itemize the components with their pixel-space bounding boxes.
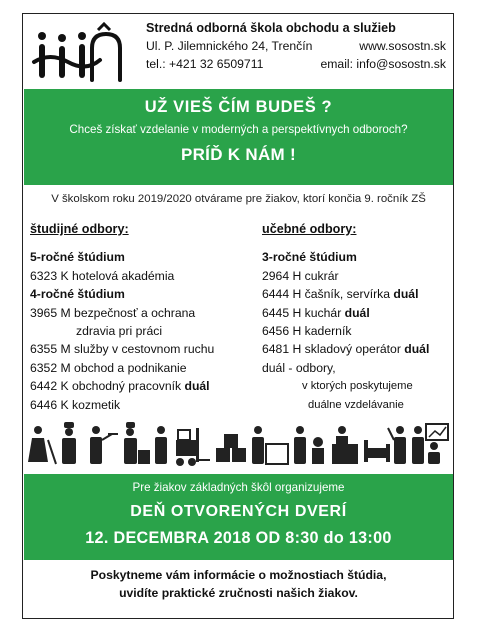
trade-heading: učebné odbory:: [262, 222, 357, 236]
dual-tag: duál: [184, 379, 210, 394]
headline: UŽ VIEŠ ČÍM BUDEŠ ?: [144, 98, 333, 116]
program-item-cont: zdravia pri práci: [76, 324, 163, 339]
dual-note: duál - odbory,: [262, 360, 336, 375]
program-text: 6444 H čašník, servírka: [262, 287, 391, 302]
chef-icon: [62, 422, 76, 464]
closing-line: uvidíte praktické zručnosti našich žiakov.: [119, 586, 358, 600]
three-year-label: 3-ročné štúdium: [262, 250, 357, 265]
dual-note: v ktorých poskytujeme: [302, 380, 413, 393]
program-item: 2964 H cukrár: [262, 268, 339, 283]
five-year-label: 5-ročné štúdium: [30, 250, 125, 265]
dual-tag: duál: [344, 305, 370, 320]
four-year-label: 4-ročné štúdium: [30, 287, 125, 302]
program-item: [262, 304, 452, 322]
open-day-title: DEŇ OTVORENÝCH DVERÍ: [130, 503, 347, 520]
businessman-icon: [412, 426, 424, 464]
open-day-date: 12. DECEMBRA 2018 OD 8:30 do 13:00: [85, 529, 392, 547]
person-icon: [155, 426, 167, 464]
program-text: 6445 H kuchár: [262, 305, 342, 320]
maid-icon: [28, 426, 56, 464]
waiter-icon: [90, 426, 118, 464]
school-logo: [30, 22, 130, 86]
intro-text: V školskom roku 2019/2020 otvárame pre žiakov, ktorí končia 9. ročník ZŠ: [51, 193, 426, 205]
school-info: [146, 19, 446, 73]
program-item: 6323 K hotelová akadémia: [30, 268, 175, 283]
headline-banner: [24, 89, 453, 185]
school-web[interactable]: www.sosostn.sk: [359, 39, 446, 53]
program-item: 6446 K kozmetik: [30, 397, 121, 412]
school-name: Stredná odborná škola obchodu a služieb: [146, 21, 396, 35]
call-to-action: PRÍĎ K NÁM !: [180, 145, 297, 164]
open-day-banner: [24, 474, 453, 560]
open-day-intro: Pre žiakov základných škôl organizujeme: [132, 481, 345, 494]
cook-icon: [124, 422, 150, 464]
forklift-icon: [176, 428, 210, 466]
dual-note: duálne vzdelávanie: [308, 398, 404, 411]
program-item: [262, 340, 452, 358]
study-heading: študijné odbory:: [30, 222, 129, 236]
program-item: 3965 M bezpečnosť a ochrana: [30, 305, 196, 320]
guide-icon: [388, 426, 406, 464]
receptionist-icon: [332, 426, 358, 464]
profession-pictograms: [26, 420, 451, 470]
program-item: [30, 377, 245, 395]
program-item: 6352 M obchod a podnikanie: [30, 360, 187, 375]
program-item: 6456 H kaderník: [262, 324, 352, 339]
program-text: 6442 K obchodný pracovník: [30, 379, 182, 394]
hairdresser-icon: [294, 426, 324, 464]
program-item: 6355 M služby v cestovnom ruchu: [30, 342, 215, 357]
presenter-icon: [426, 424, 448, 464]
program-item: [262, 285, 452, 303]
closing-line: Poskytneme vám informácie o možnostiach štúdia,: [90, 568, 387, 582]
bed-icon: [364, 440, 390, 462]
school-phone: tel.: +421 32 6509711: [146, 57, 264, 71]
closing-text: [24, 566, 453, 602]
dual-tag: duál: [404, 342, 430, 357]
headline-subline: Chceš získať vzdelanie v moderných a perspektívnych odboroch?: [69, 123, 408, 136]
school-email[interactable]: email: info@sosostn.sk: [320, 57, 446, 71]
study-programs: [30, 220, 245, 414]
shop-icon: [252, 426, 288, 464]
boxes-icon: [216, 434, 246, 462]
school-address: Ul. P. Jilemnického 24, Trenčín: [146, 39, 313, 53]
trade-programs: [262, 220, 452, 414]
dual-tag: duál: [393, 287, 419, 302]
program-text: 6481 H skladový operátor: [262, 342, 401, 357]
